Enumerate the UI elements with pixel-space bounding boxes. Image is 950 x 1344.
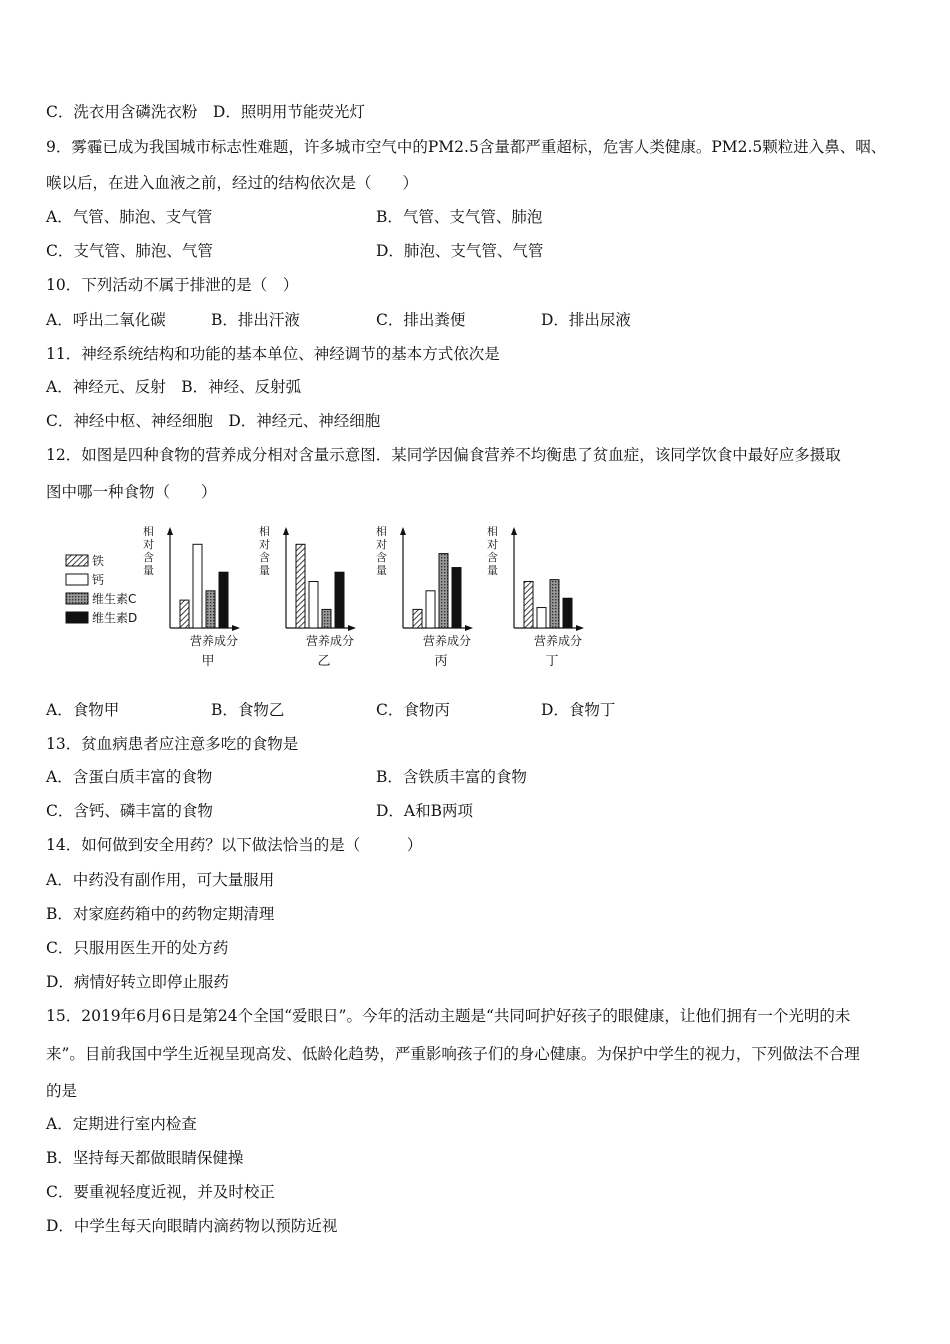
y-axis-label: 量 (376, 564, 387, 577)
q12-option-a[interactable]: A．食物甲 (46, 701, 120, 719)
q9-option-b[interactable]: B．气管、支气管、肺泡 (376, 208, 543, 226)
y-axis-label: 量 (487, 564, 498, 577)
y-axis-label: 对 (487, 538, 498, 551)
q14-option-a[interactable]: A．中药没有副作用，可大量服用 (46, 871, 275, 889)
y-axis-label: 含 (376, 551, 387, 564)
bar-甲-维生素C (206, 591, 215, 628)
q10-option-d[interactable]: D．排出尿液 (541, 311, 631, 329)
bar-丁-钙 (537, 608, 546, 628)
q15-stem-line3: 的是 (46, 1082, 78, 1100)
q10-option-a[interactable]: A．呼出二氧化碳 (46, 311, 166, 329)
q15-stem-line2: 来”。目前我国中学生近视呈现高发、低龄化趋势，严重影响孩子们的身心健康。为保护中学生的视力，下列做法不合理 (46, 1045, 860, 1063)
q8-option-d: D．照明用节能荧光灯 (212, 103, 365, 121)
y-axis-arrow (167, 527, 173, 535)
q13-option-a[interactable]: A．含蛋白质丰富的食物 (46, 768, 213, 786)
q11-stem: 11．神经系统结构和功能的基本单位、神经调节的基本方式依次是 (46, 345, 500, 363)
chart-name: 甲 (201, 654, 215, 669)
y-axis-label: 含 (259, 551, 270, 564)
q12-option-c[interactable]: C．食物丙 (376, 701, 450, 719)
legend-swatch-0 (66, 555, 88, 566)
bar-丁-维生素D (563, 598, 572, 628)
y-axis-label: 含 (487, 551, 498, 564)
y-axis-label: 含 (143, 551, 154, 564)
y-axis-label: 对 (143, 538, 154, 551)
q12-stem-line2: 图中哪一种食物（ ） (46, 483, 217, 501)
y-axis-label: 相 (143, 525, 154, 538)
y-axis-label: 相 (376, 525, 387, 538)
y-axis-arrow (511, 527, 517, 535)
y-axis-label: 量 (143, 564, 154, 577)
bar-乙-维生素D (335, 572, 344, 628)
q8-option-c: C．洗衣用含磷洗衣粉 (46, 103, 198, 121)
q10-option-c[interactable]: C．排出粪便 (376, 311, 466, 329)
x-axis-label: 营养成分 (534, 634, 583, 648)
y-axis-label: 对 (259, 538, 270, 551)
y-axis-label: 相 (487, 525, 498, 538)
q11-options-ab[interactable]: A．神经元、反射 B．神经、反射弧 (46, 378, 302, 396)
chart-丙 (376, 524, 473, 669)
chart-name: 乙 (317, 654, 331, 669)
q13-option-c[interactable]: C．含钙、磷丰富的食物 (46, 802, 213, 820)
chart-乙 (259, 524, 356, 669)
q14-option-d[interactable]: D．病情好转立即停止服药 (46, 973, 229, 991)
bar-丙-维生素D (452, 568, 461, 628)
q9-option-d[interactable]: D．肺泡、支气管、气管 (376, 242, 544, 260)
x-axis-arrow (232, 625, 240, 631)
y-axis-label: 相 (259, 525, 270, 538)
bar-丁-维生素C (550, 580, 559, 628)
x-axis-arrow (576, 625, 584, 631)
q12-stem-line1: 12．如图是四种食物的营养成分相对含量示意图．某同学因偏食营养不均衡患了贫血症，该同学饮食中最好应多摄取 (46, 446, 841, 464)
q10-stem: 10．下列活动不属于排泄的是（ ） (46, 276, 299, 294)
bar-丙-钙 (426, 591, 435, 628)
q15-stem-line1: 15．2019年6月6日是第24个全国“爱眼日”。今年的活动主题是“共同呵护好孩子的眼健康，让他们拥有一个光明的未 (46, 1007, 851, 1025)
chart-甲 (143, 524, 240, 669)
q15-option-b[interactable]: B．坚持每天都做眼睛保健操 (46, 1149, 244, 1167)
bar-乙-维生素C (322, 609, 331, 628)
y-axis-label: 量 (259, 564, 270, 577)
chart-plots (143, 524, 584, 669)
legend-swatch-1 (66, 574, 88, 585)
legend-label-0: 铁 (92, 554, 105, 568)
bar-甲-维生素D (219, 572, 228, 628)
bar-丙-铁 (413, 609, 422, 628)
y-axis-arrow (283, 527, 289, 535)
x-axis-label: 营养成分 (423, 634, 472, 648)
legend-swatch-3 (66, 612, 88, 623)
q13-option-b[interactable]: B．含铁质丰富的食物 (376, 768, 527, 786)
y-axis-label: 对 (376, 538, 387, 551)
q9-stem-line2: 喉以后，在进入血液之前，经过的结构依次是（ ） (46, 174, 419, 192)
q14-option-b[interactable]: B．对家庭药箱中的药物定期清理 (46, 905, 275, 923)
legend-label-1: 钙 (92, 573, 105, 587)
q9-stem-line1: 9．雾霾已成为我国城市标志性难题，许多城市空气中的PM2.5含量都严重超标，危害人类健康。PM2.5颗粒进入鼻、咽、 (46, 138, 887, 156)
bar-丙-维生素C (439, 554, 448, 628)
chart-legend (66, 553, 137, 625)
y-axis-arrow (400, 527, 406, 535)
q9-option-c[interactable]: C．支气管、肺泡、气管 (46, 242, 213, 260)
q8-options (46, 102, 365, 122)
chart-name: 丙 (434, 654, 448, 669)
q14-option-c[interactable]: C．只服用医生开的处方药 (46, 939, 229, 957)
q15-option-c[interactable]: C．要重视轻度近视，并及时校正 (46, 1183, 275, 1201)
q12-option-b[interactable]: B．食物乙 (211, 701, 285, 719)
q10-option-b[interactable]: B．排出汗液 (211, 311, 300, 329)
x-axis-label: 营养成分 (190, 634, 239, 648)
chart-丁 (487, 524, 584, 669)
chart-name: 丁 (545, 654, 559, 669)
nutrient-charts (60, 515, 600, 675)
q11-options-cd[interactable]: C．神经中枢、神经细胞 D．神经元、神经细胞 (46, 412, 381, 430)
legend-label-2: 维生素C (92, 592, 137, 606)
q13-option-d[interactable]: D．A和B两项 (376, 802, 474, 820)
x-axis-label: 营养成分 (306, 634, 355, 648)
q13-stem: 13．贫血病患者应注意多吃的食物是 (46, 735, 299, 753)
q15-option-a[interactable]: A．定期进行室内检查 (46, 1115, 197, 1133)
x-axis-arrow (465, 625, 473, 631)
q12-option-d[interactable]: D．食物丁 (541, 701, 616, 719)
bar-甲-钙 (193, 544, 202, 628)
q14-stem: 14．如何做到安全用药？以下做法恰当的是（ ） (46, 836, 423, 854)
legend-label-3: 维生素D (92, 611, 138, 625)
q9-option-a[interactable]: A．气管、肺泡、支气管 (46, 208, 213, 226)
bar-乙-钙 (309, 582, 318, 629)
legend-swatch-2 (66, 593, 88, 604)
bar-乙-铁 (296, 544, 305, 628)
bar-甲-铁 (180, 600, 189, 628)
bar-丁-铁 (524, 582, 533, 629)
q15-option-d[interactable]: D．中学生每天向眼睛内滴药物以预防近视 (46, 1217, 338, 1235)
x-axis-arrow (348, 625, 356, 631)
